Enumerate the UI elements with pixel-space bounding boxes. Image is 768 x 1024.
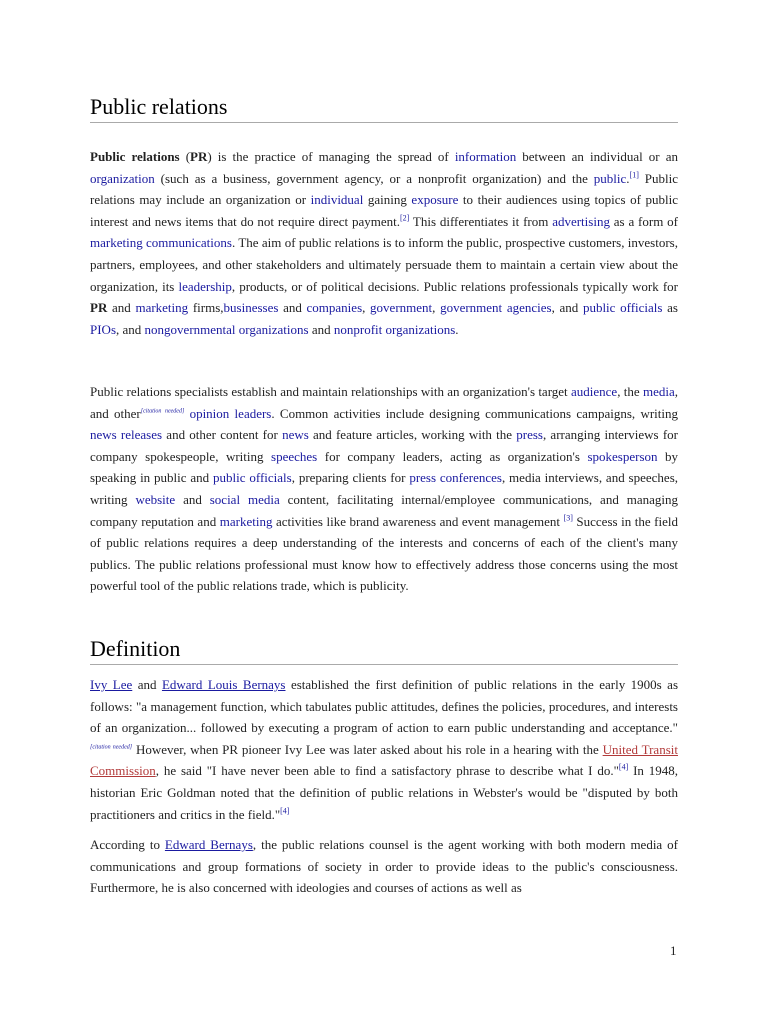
- reference-link[interactable]: [2]: [399, 213, 410, 223]
- link-edward-bernays[interactable]: Edward Bernays: [164, 837, 253, 852]
- reference-link[interactable]: [1]: [629, 170, 639, 180]
- text: However, when PR pioneer Ivy Lee was later asked about his role in a hearing with the: [132, 741, 603, 757]
- link-news-releases[interactable]: news releases: [90, 427, 163, 443]
- link-speeches[interactable]: speeches: [271, 448, 318, 464]
- bold-term: PR: [90, 300, 108, 316]
- text: , he said "I have never been able to find a satisfactory phrase to describe what I do.": [155, 763, 619, 779]
- text: gaining: [363, 192, 412, 208]
- link-public-officials[interactable]: public officials: [582, 300, 663, 316]
- link-organization[interactable]: organization: [90, 170, 155, 186]
- link-businesses[interactable]: businesses: [223, 300, 279, 316]
- text: between an individual or an: [516, 149, 678, 164]
- text: . Common activities include designing communications campaigns, writing: [271, 405, 678, 421]
- link-social-media[interactable]: social media: [209, 491, 280, 507]
- citation-needed-link[interactable]: [citation needed]: [140, 408, 185, 415]
- page-title: Public relations: [90, 94, 678, 123]
- link-spokesperson[interactable]: spokesperson: [587, 448, 658, 464]
- text: as a form of: [609, 213, 678, 229]
- text: , the: [617, 384, 643, 399]
- text: .: [626, 170, 630, 186]
- link-opinion-leaders[interactable]: opinion leaders: [189, 405, 272, 421]
- text: , media interviews, and speeches, writing: [90, 470, 679, 507]
- page-number: 1: [670, 943, 677, 958]
- link-press[interactable]: press: [516, 427, 543, 443]
- text: , and other: [90, 384, 678, 421]
- link-news[interactable]: news: [282, 427, 309, 443]
- specialists-paragraph: [90, 381, 678, 597]
- text: , products, or of political decisions. Public relations professionals typically work for: [231, 278, 679, 294]
- text: (: [179, 149, 191, 164]
- link-marketing-communications[interactable]: marketing communications: [90, 235, 232, 251]
- reference-link[interactable]: [4]: [618, 763, 629, 773]
- text: (such as a business, government agency, or a nonprofit organization) and the: [154, 170, 594, 186]
- text: ,: [362, 300, 371, 316]
- link-advertising[interactable]: advertising: [552, 213, 610, 229]
- text: activities like brand awareness and event management: [272, 513, 564, 529]
- text: and: [278, 300, 307, 316]
- link-individual[interactable]: individual: [310, 192, 364, 208]
- text: established the first definition of public relations in the early 1900s as follows: "a management function, which tabulates public attitudes, defines the policies, procedures, and interests of an organization... followed by executing a program of action to earn public understanding and acceptance.": [90, 677, 678, 736]
- text: and: [107, 300, 136, 316]
- citation-needed-link[interactable]: [citation needed]: [90, 744, 133, 751]
- text: and other content for: [162, 427, 283, 443]
- link-pios[interactable]: PIOs: [90, 321, 117, 337]
- link-companies[interactable]: companies: [306, 300, 363, 316]
- link-ivy-lee[interactable]: Ivy Lee: [90, 677, 133, 692]
- link-government[interactable]: government: [370, 300, 433, 316]
- reference-link[interactable]: [4]: [280, 806, 290, 816]
- text: This differentiates it from: [409, 213, 553, 229]
- link-website[interactable]: website: [135, 491, 176, 507]
- link-information[interactable]: information: [454, 149, 517, 164]
- link-nongovernmental-organizations[interactable]: nongovernmental organizations: [144, 321, 309, 337]
- link-marketing[interactable]: marketing: [135, 300, 189, 316]
- link-nonprofit-organizations[interactable]: nonprofit organizations: [333, 321, 456, 337]
- link-media[interactable]: media: [642, 384, 675, 399]
- bold-term: Public relations: [90, 149, 180, 164]
- text: , preparing clients for: [291, 470, 410, 486]
- link-public-officials[interactable]: public officials: [213, 470, 292, 486]
- text: In 1948, historian Eric Goldman noted that the definition of public relations in Webster's would be "disputed by both practitioners and critics in the field.": [90, 763, 678, 822]
- definition-paragraph: [90, 674, 678, 825]
- link-exposure[interactable]: exposure: [411, 192, 459, 208]
- text: , and: [116, 321, 145, 337]
- reference-link[interactable]: [3]: [563, 513, 573, 523]
- text: to their audiences using topics of public interest and news items that do not require direct payment.: [90, 192, 678, 229]
- text: and: [308, 321, 334, 337]
- text: Success in the field of public relations requires a deep understanding of the interests and concerns of each of the client's many publics. The public relations professional must know how to effectively address those concerns using the most powerful tool of the public relations trade, which is publicity.: [90, 513, 678, 594]
- text: by speaking in public and: [90, 448, 679, 486]
- link-government-agencies[interactable]: government agencies: [440, 300, 552, 316]
- text: , and: [551, 300, 583, 316]
- link-edward-louis-bernays[interactable]: Edward Louis Bernays: [161, 677, 286, 692]
- text: .: [455, 321, 459, 337]
- text: , the public relations counsel is the agent working with both modern media of communications and group formations of society in order to provide ideas to the public's consciousness. Furthermore, he is also concerned with ideologies and courses of actions as well as: [90, 837, 678, 896]
- text: ,: [432, 300, 441, 316]
- text: According to: [90, 837, 165, 852]
- text: ) is the practice of managing the spread of: [207, 149, 455, 164]
- text: Public relations may include an organization or: [90, 170, 679, 208]
- link-united-transit-commission[interactable]: United Transit Commission: [90, 741, 678, 779]
- link-public[interactable]: public: [593, 170, 627, 186]
- link-press-conferences[interactable]: press conferences: [409, 470, 502, 486]
- text: Public relations specialists establish and maintain relationships with an organization's target: [90, 384, 571, 399]
- link-audience[interactable]: audience: [571, 384, 618, 399]
- text: content, facilitating internal/employee communications, and managing company reputation and: [90, 491, 678, 529]
- link-marketing[interactable]: marketing: [219, 513, 273, 529]
- text: and: [132, 677, 162, 692]
- bold-term: PR: [190, 149, 208, 164]
- section-heading-definition: Definition: [90, 636, 678, 665]
- intro-paragraph: [90, 146, 678, 340]
- text: as: [662, 300, 678, 316]
- bernays-paragraph: [90, 834, 678, 899]
- text: . The aim of public relations is to inform the public, prospective customers, investors, partners, employees, and other stakeholders and ultimately persuade them to maintain a certain view about the organization, its: [90, 235, 678, 294]
- text: and: [175, 491, 210, 507]
- text: , arranging interviews for company spokespeople, writing: [90, 427, 678, 464]
- text: firms,: [188, 300, 224, 316]
- link-leadership[interactable]: leadership: [178, 278, 232, 294]
- text: and feature articles, working with the: [308, 427, 517, 443]
- text: for company leaders, acting as organization's: [317, 448, 588, 464]
